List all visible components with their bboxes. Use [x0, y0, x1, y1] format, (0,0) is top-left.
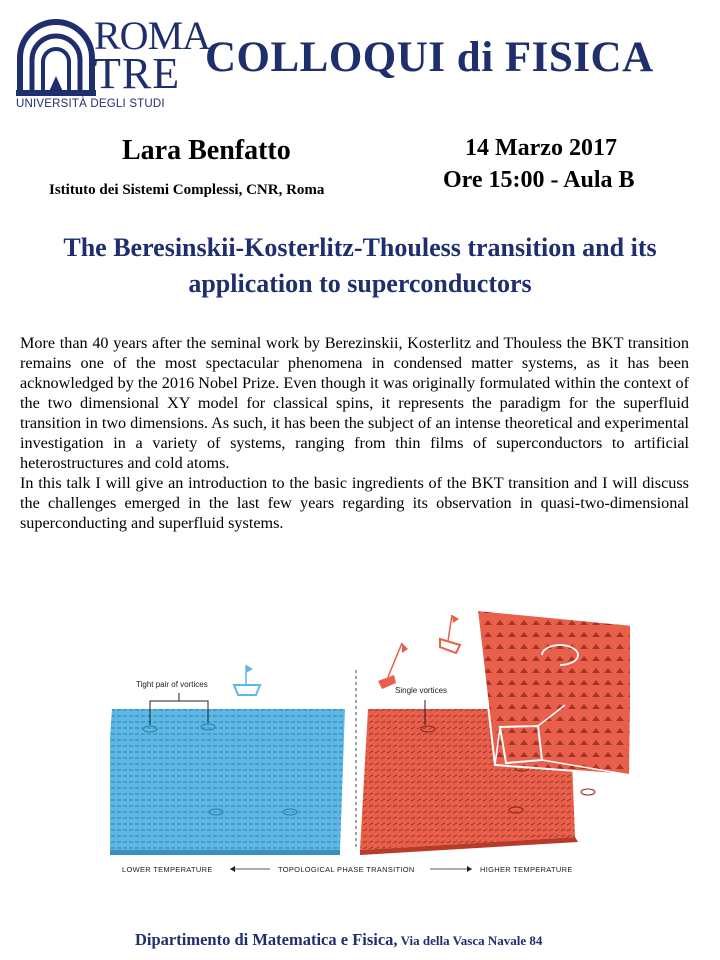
blue-boat-icon — [234, 665, 260, 695]
single-vortices-label: Single vortices — [395, 686, 448, 695]
blue-lattice — [110, 709, 345, 850]
abstract-paragraph: In this talk I will give an introduction to the basic ingredients of the BKT transition and I will discuss the challenges emerged in the last few years regarding its observation in quasi-two-dimensional superconducting and superfluid systems. — [20, 474, 689, 532]
department-address: Via della Vasca Navale 84 — [397, 933, 543, 948]
speaker-affiliation: Istituto dei Sistemi Complessi, CNR, Roma — [49, 182, 325, 198]
roma-tre-emblem-icon — [16, 18, 96, 96]
logo-roma-text: ROMA — [94, 13, 211, 58]
red-boat-icon — [440, 615, 460, 653]
lower-temperature-label: LOWER TEMPERATURE — [122, 865, 213, 874]
event-date: 14 Marzo 2017 — [465, 135, 617, 161]
higher-temperature-label: HIGHER TEMPERATURE — [480, 865, 573, 874]
speaker-name: Lara Benfatto — [122, 135, 291, 166]
logo-university-text: UNIVERSITÀ DEGLI STUDI — [16, 98, 165, 110]
department-name: Dipartimento di Matematica e Fisica, — [135, 930, 398, 949]
abstract-paragraph: More than 40 years after the seminal work by Berezinskii, Kosterlitz and Thouless the BKT transition remains one of the most spectacular phenomena in condensed matter systems, as it has been acknowledged by the 2016 Nobel Prize. Even though it was originally formulated within the context of the two dimensional XY model for classical spins, it represents the paradigm for the superfluid transition in two dimensions. As such, it has been the subject of an intense theoretical and experimental investigation in a variety of systems, ranging from thin films of superconductors to artificial heterostructures and cold atoms. — [20, 334, 689, 472]
talk-title: The Beresinskii-Kosterlitz-Thouless transition and its application to superconductors — [63, 233, 657, 298]
bkt-illustration — [110, 605, 630, 885]
logo-tre-text: TRE — [94, 49, 181, 98]
footer — [135, 930, 542, 950]
tight-pair-label: Tight pair of vortices — [136, 680, 208, 689]
red-boat-icon — [378, 643, 408, 689]
transition-label: TOPOLOGICAL PHASE TRANSITION — [278, 865, 415, 874]
page-title: COLLOQUI di FISICA — [205, 34, 654, 81]
university-logo — [16, 13, 211, 110]
zoom-inset — [477, 610, 630, 775]
event-time: Ore 15:00 - Aula B — [443, 167, 635, 193]
abstract — [20, 333, 689, 533]
